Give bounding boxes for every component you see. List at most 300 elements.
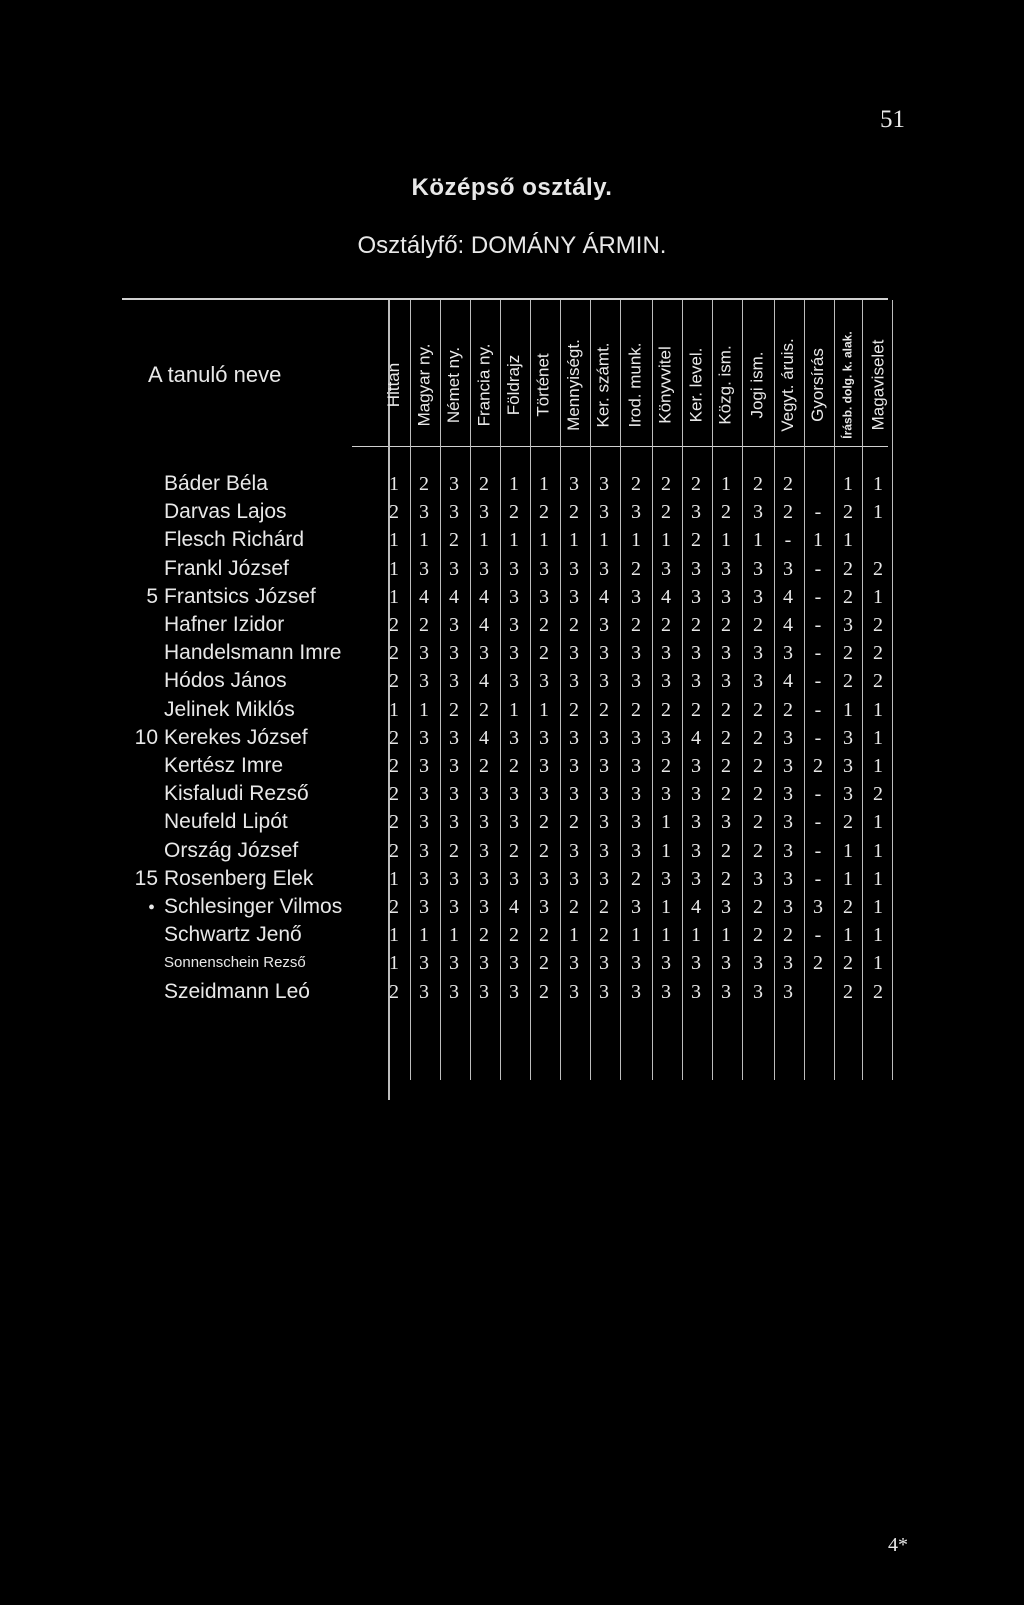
grade-cell: 2 (691, 529, 701, 552)
grade-cell: 2 (539, 980, 549, 1003)
grade-cell: 2 (873, 642, 883, 665)
grade-cell: 3 (449, 557, 459, 580)
grade-cell: 2 (539, 811, 549, 834)
grade-cell: 3 (721, 585, 731, 608)
grade-cell: - (814, 614, 822, 636)
grade-cell: 3 (539, 726, 549, 749)
grade-cell: 1 (721, 473, 731, 495)
grade-cell: 4 (419, 585, 429, 608)
grade-cell: 2 (419, 473, 429, 495)
grade-cell: 2 (843, 952, 853, 975)
grade-cell: 1 (389, 952, 399, 975)
grade-cell: - (814, 867, 822, 890)
grade-cell: 2 (479, 698, 489, 721)
grade-cell: 2 (449, 698, 459, 721)
class-head-label: Osztályfő: (357, 232, 465, 259)
grade-cell: 3 (691, 952, 701, 975)
grade-cell: 2 (661, 614, 671, 636)
grade-cell: 2 (479, 924, 489, 947)
grade-cell: 3 (449, 896, 459, 918)
grade-cell: 3 (599, 614, 609, 636)
grade-cell: 3 (753, 952, 763, 975)
grade-cell: 3 (661, 783, 671, 806)
column-header-foldrajz (500, 305, 528, 465)
grade-cell: 2 (569, 501, 579, 524)
grade-cell: 3 (599, 473, 609, 495)
grade-cell: 1 (389, 924, 399, 947)
grade-cell: 3 (479, 867, 489, 890)
column-header-nemet-ny (440, 305, 468, 465)
grade-cell: 3 (753, 585, 763, 608)
grade-cell: 2 (631, 557, 641, 580)
grade-cell: 2 (721, 783, 731, 806)
grade-cell: 2 (661, 698, 671, 721)
grade-cell: 3 (449, 473, 459, 495)
grade-cell: 1 (873, 924, 883, 947)
grade-cell: 1 (873, 896, 883, 918)
grade-cell: 3 (569, 839, 579, 862)
grade-cell: 3 (509, 726, 519, 749)
column-header-irasb-dolg-k-alak (834, 305, 862, 465)
grade-cell: 3 (539, 867, 549, 890)
grade-cell: 3 (721, 670, 731, 693)
grade-cell: 2 (569, 811, 579, 834)
grade-cell: 3 (509, 670, 519, 693)
grade-cell: 3 (509, 585, 519, 608)
grade-cell: 3 (843, 726, 853, 749)
column-header-label: Német ny. (444, 346, 463, 424)
grade-cell: 3 (631, 585, 641, 608)
column-header-magyar-ny (410, 305, 438, 465)
grade-cell: 2 (843, 585, 853, 608)
footer-signature-mark: 4* (888, 1534, 908, 1556)
grade-cell: 1 (389, 867, 399, 890)
page-number: 51 (880, 106, 905, 133)
student-name: Flesch Richárd (164, 528, 305, 552)
grade-cell: 1 (721, 924, 731, 947)
grade-cell: 3 (783, 896, 793, 918)
grade-cell: 2 (539, 642, 549, 665)
grade-cell: 1 (873, 867, 883, 890)
grade-cell: 3 (539, 755, 549, 777)
grade-cell: 1 (843, 839, 853, 862)
grade-cell: 3 (509, 557, 519, 580)
grade-cell: 3 (599, 557, 609, 580)
grade-cell: 2 (539, 501, 549, 524)
grade-cell: 2 (843, 980, 853, 1003)
grade-cell: 2 (753, 811, 763, 834)
grade-cell: 3 (783, 557, 793, 580)
grade-cell: 3 (661, 867, 671, 890)
grade-cell: 3 (721, 642, 731, 665)
grade-cell: 3 (569, 980, 579, 1003)
grade-cell: 2 (479, 755, 489, 777)
grade-cell: 3 (419, 783, 429, 806)
grade-cell: 4 (783, 614, 793, 636)
grade-cell: 2 (539, 839, 549, 862)
grade-cell: 2 (721, 501, 731, 524)
grade-cell: 2 (509, 839, 519, 862)
grade-cell: 3 (599, 670, 609, 693)
grade-cell: 3 (783, 811, 793, 834)
grade-cell: 1 (721, 529, 731, 552)
grade-cell: 3 (599, 867, 609, 890)
column-header-ker-szamt (590, 305, 618, 465)
grade-cell: 2 (389, 783, 399, 806)
name-column-label: A tanuló neve (148, 362, 282, 387)
grade-cell: 3 (631, 896, 641, 918)
column-header-label: Irod. munk. (626, 342, 646, 428)
column-header-label: Közg. ism. (716, 345, 736, 425)
grade-cell: 2 (599, 924, 609, 947)
grade-cell: 3 (539, 585, 549, 608)
grade-cell: 4 (691, 896, 701, 918)
column-header-label: Könyvvitel (656, 346, 676, 424)
grade-cell: 1 (661, 839, 671, 862)
grade-cell: 3 (783, 726, 793, 749)
grade-cell: 4 (449, 585, 459, 608)
grade-cell: 2 (569, 896, 579, 918)
grade-cell: 3 (631, 501, 641, 524)
student-name: Rosenberg Elek (164, 866, 314, 890)
row-number: 10 (134, 725, 158, 749)
grade-cell: 3 (539, 896, 549, 918)
grade-cell: 2 (753, 614, 763, 636)
grade-cell: 1 (389, 529, 399, 552)
column-rule (862, 300, 863, 1080)
grade-cell: 3 (599, 839, 609, 862)
grade-cell: 3 (419, 811, 429, 834)
grade-cell: 1 (661, 924, 671, 947)
grade-cell: - (814, 726, 822, 749)
grade-cell: 4 (691, 726, 701, 749)
grade-cell: 2 (661, 755, 671, 777)
grade-cell: 2 (691, 698, 701, 721)
column-header-vegyt-aruis (774, 305, 802, 465)
grade-cell: 3 (721, 557, 731, 580)
column-header-label: Jogi ism. (748, 351, 768, 419)
grade-cell: 3 (569, 755, 579, 777)
grade-cell: 1 (419, 924, 429, 947)
grade-cell: 4 (599, 585, 609, 608)
grade-cell: 3 (783, 980, 793, 1003)
grade-cell: 1 (569, 529, 579, 552)
grade-cell: 2 (449, 839, 459, 862)
student-name: Schlesinger Vilmos (164, 895, 343, 918)
grade-cell: 3 (569, 952, 579, 975)
grade-cell: 3 (539, 557, 549, 580)
grade-cell: 3 (661, 557, 671, 580)
grade-cell: 4 (783, 585, 793, 608)
grade-cell: 3 (509, 952, 519, 975)
grade-cell: 3 (631, 952, 641, 975)
grade-cell: 2 (539, 952, 549, 975)
grade-cell: 3 (449, 670, 459, 693)
grade-cell: 1 (873, 473, 883, 495)
grade-cell: 2 (691, 473, 701, 495)
grade-cell: 2 (753, 726, 763, 749)
grade-cell: 2 (873, 670, 883, 693)
grade-cell: 3 (569, 585, 579, 608)
grade-cell: 4 (479, 726, 489, 749)
column-header-magaviselet (864, 305, 892, 465)
grade-cell: 2 (813, 952, 823, 975)
grade-cell: 3 (813, 896, 823, 918)
grade-cell: 3 (599, 501, 609, 524)
grade-cell: 1 (873, 501, 883, 524)
grade-cell: 2 (389, 755, 399, 777)
grade-cell: 3 (449, 726, 459, 749)
student-name: Jelinek Miklós (164, 697, 295, 721)
grade-cell: 2 (873, 614, 883, 636)
row-bullet-mark: • (148, 897, 156, 919)
grade-cell: 2 (631, 698, 641, 721)
column-header-label: Hittan (384, 362, 404, 408)
grade-cell: 3 (691, 811, 701, 834)
column-header-konyvvitel (652, 305, 680, 465)
column-header-label: Magyar ny. (414, 343, 434, 427)
grade-cell: 3 (599, 642, 609, 665)
column-header-label: Mennyiségt. (564, 339, 584, 431)
grade-cell: 3 (691, 755, 701, 777)
grade-cell: 2 (721, 755, 731, 777)
student-name: Báder Béla (164, 472, 268, 495)
grade-cell: 1 (389, 585, 399, 608)
column-header-label: Ker. számt. (594, 342, 613, 428)
row-number: 5 (146, 584, 158, 608)
grade-cell: 2 (721, 614, 731, 636)
grade-cell: 1 (661, 529, 671, 552)
grade-cell: - (814, 924, 822, 947)
grade-cell: 2 (873, 783, 883, 806)
grade-cell: 2 (449, 529, 459, 552)
grade-cell: 3 (631, 980, 641, 1003)
student-name: Kerekes József (164, 725, 308, 749)
grade-cell: 2 (843, 557, 853, 580)
grade-cell: 1 (873, 726, 883, 749)
grade-cell: 2 (873, 980, 883, 1003)
grade-cell: 4 (783, 670, 793, 693)
grade-cell: 3 (419, 952, 429, 975)
grade-cell: 1 (873, 952, 883, 975)
grade-cell: 1 (691, 924, 701, 947)
grade-cell: 1 (389, 473, 399, 495)
grade-cell: 3 (599, 811, 609, 834)
grade-cell: 1 (539, 529, 549, 552)
grade-cell: 2 (753, 755, 763, 777)
column-header-label: Írásb. dolg. k. alak. (841, 331, 855, 439)
student-name: Frantsics József (164, 584, 316, 608)
grade-cell: 3 (449, 642, 459, 665)
grade-cell: 2 (843, 642, 853, 665)
grade-cell: 2 (721, 839, 731, 862)
grade-cell: 2 (509, 924, 519, 947)
grade-cell: 1 (873, 585, 883, 608)
grade-cell: 2 (813, 755, 823, 777)
grade-cell: 3 (419, 670, 429, 693)
grade-cell: 3 (569, 726, 579, 749)
grade-cell: 3 (509, 811, 519, 834)
grade-cell: - (784, 529, 792, 552)
grade-cell: 2 (419, 614, 429, 636)
grade-cell: 2 (631, 473, 641, 495)
grade-cell: 3 (843, 755, 853, 777)
grade-cell: 2 (569, 614, 579, 636)
grade-cell: 3 (783, 867, 793, 890)
grade-cell: 3 (479, 980, 489, 1003)
grade-cell: 3 (721, 811, 731, 834)
grade-cell: 2 (509, 755, 519, 777)
student-name: Kertész Imre (164, 754, 284, 777)
student-name: Hódos János (164, 669, 287, 693)
grade-cell: 3 (691, 557, 701, 580)
column-header-francia-ny (470, 305, 498, 465)
grade-cell: 3 (783, 839, 793, 862)
column-header-gyorsiras (804, 305, 832, 465)
grade-cell: 1 (843, 698, 853, 721)
grade-cell: 1 (873, 839, 883, 862)
student-name: Ország József (164, 838, 299, 862)
grade-cell: 3 (569, 670, 579, 693)
column-header-label: Ker. level. (686, 347, 705, 423)
grade-cell: 1 (873, 755, 883, 777)
grade-cell: 1 (753, 529, 763, 552)
grade-cell: 2 (389, 614, 399, 636)
grade-cell: 3 (661, 980, 671, 1003)
grade-cell: - (814, 501, 822, 524)
grade-cell: 3 (449, 952, 459, 975)
grade-cell: 3 (509, 642, 519, 665)
grade-cell: 2 (843, 670, 853, 693)
grade-cell: 1 (509, 473, 519, 495)
grade-cell: 3 (479, 783, 489, 806)
student-name: Frankl József (164, 556, 289, 580)
student-name: Kisfaludi Rezső (164, 782, 309, 806)
grade-cell: 3 (631, 726, 641, 749)
grade-cell: 2 (783, 924, 793, 947)
grade-cell: 3 (691, 867, 701, 890)
grade-cell: 3 (449, 783, 459, 806)
grade-cell: 3 (783, 642, 793, 665)
grade-cell: 2 (843, 501, 853, 524)
class-title: Középső osztály. (411, 174, 613, 201)
grade-cell: 3 (691, 501, 701, 524)
column-header-tortenet (530, 305, 558, 465)
student-name: Darvas Lajos (164, 500, 287, 524)
grade-cell: 2 (631, 867, 641, 890)
grade-cell: 3 (721, 980, 731, 1003)
grade-cell: 3 (419, 980, 429, 1003)
grade-cell: 3 (599, 980, 609, 1003)
grade-cell: 3 (569, 783, 579, 806)
grade-cell: 3 (449, 811, 459, 834)
grade-cell: 1 (873, 811, 883, 834)
column-rule (620, 300, 621, 1080)
column-header-label: Vegyt. áruis. (778, 338, 797, 432)
grade-cell: 3 (631, 811, 641, 834)
grade-cell: 2 (753, 783, 763, 806)
grade-cell: 3 (843, 614, 853, 636)
grade-cell: 2 (389, 896, 399, 918)
grade-cell: 3 (631, 670, 641, 693)
grade-cell: 2 (783, 698, 793, 721)
grade-cell: 1 (419, 698, 429, 721)
grade-cell: 3 (753, 867, 763, 890)
column-header-label: Történet (534, 353, 553, 417)
student-name: Szeidmann Leó (164, 979, 310, 1003)
grade-cell: 2 (661, 473, 671, 495)
grade-cell: 3 (599, 783, 609, 806)
grade-cell: 4 (509, 896, 519, 918)
grade-cell: 3 (479, 952, 489, 975)
grade-cell: 3 (783, 952, 793, 975)
grade-cell: 2 (569, 698, 579, 721)
grade-cell: 3 (419, 867, 429, 890)
grade-cell: 1 (569, 924, 579, 947)
grade-cell: 3 (449, 755, 459, 777)
grade-cell: 3 (419, 839, 429, 862)
grade-cell: 3 (569, 867, 579, 890)
grade-cell: 3 (599, 726, 609, 749)
column-rule (742, 300, 743, 1080)
grade-cell: 3 (509, 783, 519, 806)
grade-cell: 3 (539, 670, 549, 693)
column-header-mennyisegt (560, 305, 588, 465)
grade-cell: 3 (661, 670, 671, 693)
grade-cell: 2 (599, 896, 609, 918)
grade-cell: 2 (753, 896, 763, 918)
grade-cell: - (814, 698, 822, 721)
grade-cell: 3 (479, 896, 489, 918)
grade-cell: 3 (691, 585, 701, 608)
grade-cell: 3 (419, 642, 429, 665)
class-head-name: DOMÁNY ÁRMIN. (470, 232, 667, 259)
student-name: Handelsmann Imre (164, 641, 342, 665)
grade-cell: 3 (449, 501, 459, 524)
grade-cell: 1 (661, 811, 671, 834)
grade-cell: 3 (569, 642, 579, 665)
grade-cell: 3 (843, 783, 853, 806)
grade-cell: 3 (691, 839, 701, 862)
grade-cell: 2 (599, 698, 609, 721)
grade-cell: 1 (509, 529, 519, 552)
grade-cell: - (814, 642, 822, 665)
student-name: Neufeld Lipót (164, 810, 288, 834)
grade-cell: 2 (389, 839, 399, 862)
grade-cell: 3 (479, 557, 489, 580)
grade-cell: 3 (753, 670, 763, 693)
student-name: Schwartz Jenő (164, 923, 302, 947)
grade-cell: 3 (661, 952, 671, 975)
grade-cell: 3 (721, 952, 731, 975)
grade-cell: 3 (419, 726, 429, 749)
grade-cell: 3 (691, 642, 701, 665)
row-number: 15 (134, 866, 158, 890)
grade-cell: 3 (509, 867, 519, 890)
grade-cell: 3 (449, 980, 459, 1003)
grade-cell: 1 (449, 924, 459, 947)
student-name: Sonnenschein Rezső (164, 954, 306, 972)
column-header-label: Magaviselet (868, 339, 887, 431)
grade-cell: 3 (661, 642, 671, 665)
grade-cell: 3 (599, 755, 609, 777)
grade-cell: 2 (753, 839, 763, 862)
grade-cell: 3 (753, 557, 763, 580)
grade-cell: 2 (631, 614, 641, 636)
grade-cell: 3 (419, 896, 429, 918)
grade-cell (804, 978, 832, 1006)
grade-cell: 2 (753, 698, 763, 721)
